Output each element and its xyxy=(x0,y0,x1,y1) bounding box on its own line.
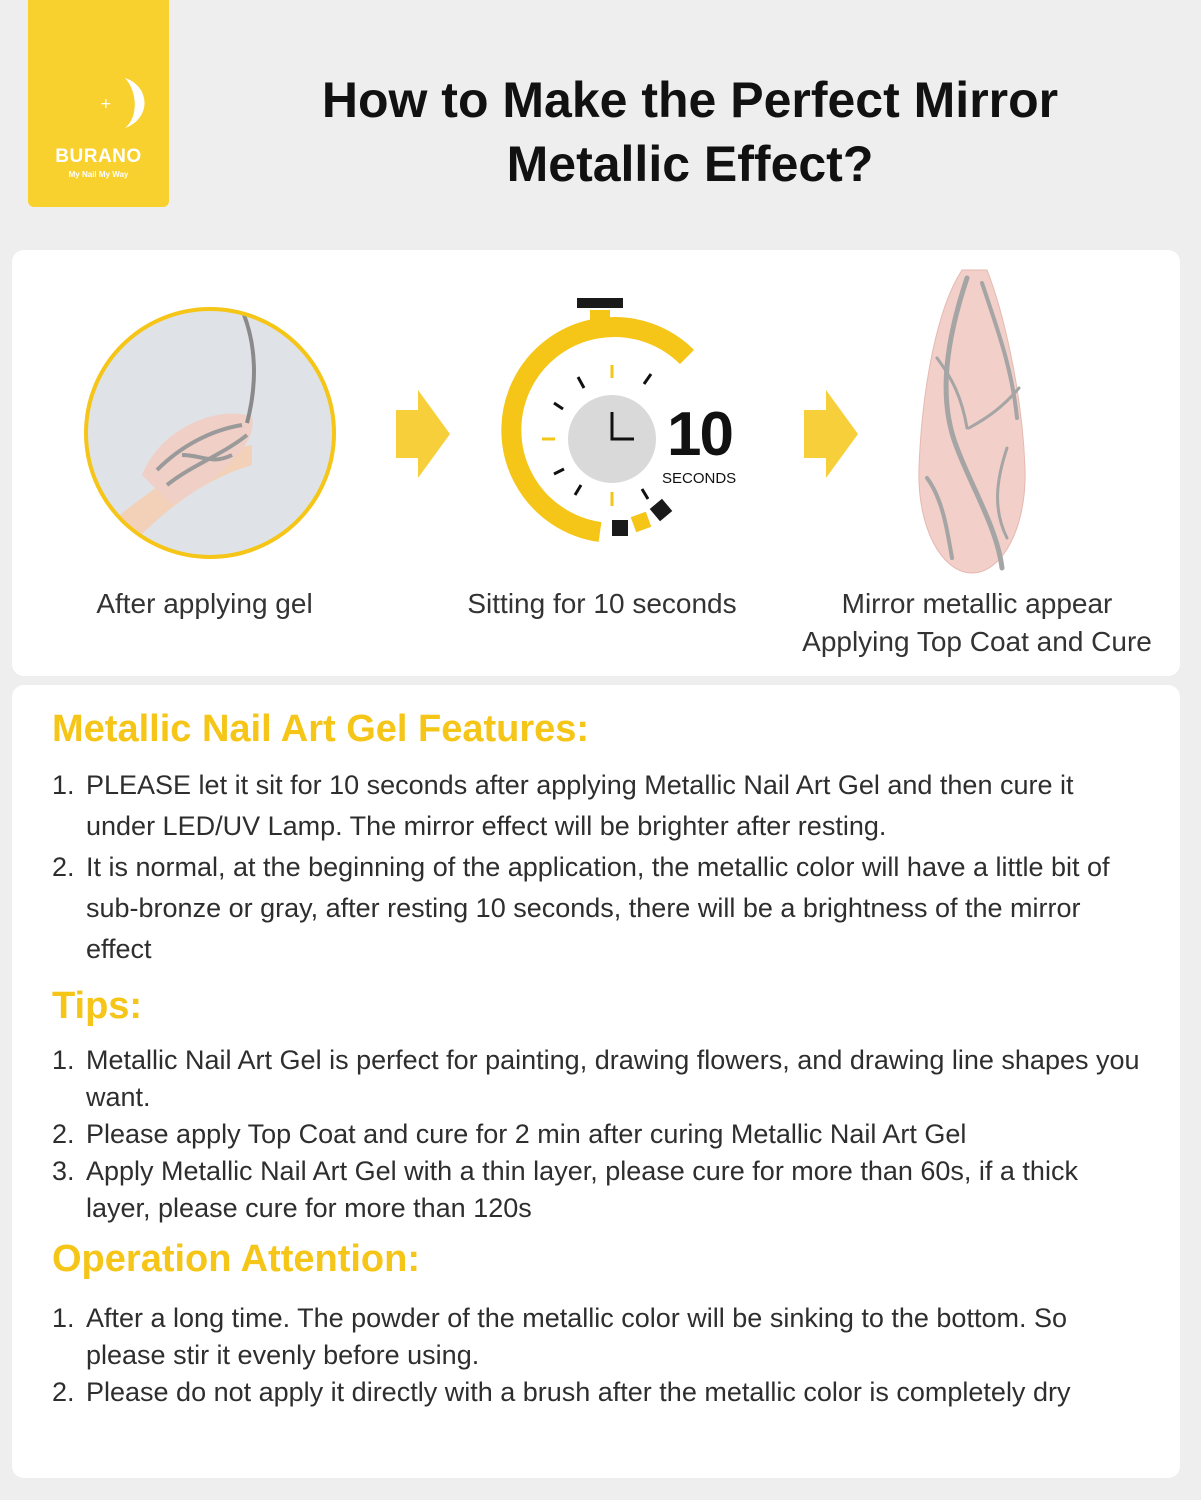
list-item-text: It is normal, at the beginning of the application, the metallic color will have a little bit of sub-bronze or gray, after resting 10 seconds, there will be a brightness of the mirror effect xyxy=(86,852,1110,964)
step3-caption xyxy=(777,585,1177,661)
list-item xyxy=(52,765,1147,847)
step3-caption-line-2: Applying Top Coat and Cure xyxy=(802,626,1152,657)
list-item xyxy=(52,1300,1147,1374)
list-item-text: Apply Metallic Nail Art Gel with a thin layer, please cure for more than 60s, if a thick layer, please cure for more than 120s xyxy=(86,1156,1078,1223)
list-item-text: Metallic Nail Art Gel is perfect for painting, drawing flowers, and drawing line shapes you want. xyxy=(86,1045,1140,1112)
brand-name: BURANO xyxy=(55,146,142,167)
list-item-text: After a long time. The powder of the metallic color will be sinking to the bottom. So please stir it evenly before using. xyxy=(86,1303,1067,1370)
timer-unit: SECONDS xyxy=(662,470,737,487)
moon-logo-icon xyxy=(28,0,169,140)
features-list xyxy=(52,765,1147,970)
list-item-number: 2. xyxy=(52,852,75,882)
list-item-text: PLEASE let it sit for 10 seconds after applying Metallic Nail Art Gel and then cure it under LED/UV Lamp. The mirror effect will be brighter after resting. xyxy=(86,770,1074,841)
brand-logo xyxy=(28,0,169,207)
steps-card xyxy=(12,250,1180,676)
brand-tagline: My Nail My Way xyxy=(68,170,129,179)
step1-caption: After applying gel xyxy=(96,588,313,619)
nail-applying-gel-illustration xyxy=(82,305,338,561)
attention-list xyxy=(52,1300,1147,1411)
list-item-number: 1. xyxy=(52,770,75,800)
list-item-number: 2. xyxy=(52,1119,75,1149)
mirror-nail-illustration xyxy=(907,268,1047,578)
list-item-number: 2. xyxy=(52,1377,75,1407)
svg-text:+: + xyxy=(100,96,112,112)
list-item xyxy=(52,847,1147,970)
step3-caption-line-1: Mirror metallic appear xyxy=(841,588,1113,619)
arrow-right-icon xyxy=(804,390,860,478)
timer-number: 10 xyxy=(667,400,732,469)
attention-heading: Operation Attention: xyxy=(52,1238,420,1280)
list-item xyxy=(52,1042,1147,1116)
arrow-right-icon xyxy=(396,390,452,478)
list-item xyxy=(52,1153,1147,1227)
title-line-2: Metallic Effect? xyxy=(506,136,874,192)
page-title xyxy=(230,68,1150,196)
list-item-text: Please do not apply it directly with a brush after the metallic color is completely dry xyxy=(86,1377,1071,1407)
title-line-1: How to Make the Perfect Mirror xyxy=(321,72,1059,128)
list-item-number: 1. xyxy=(52,1303,75,1333)
list-item-text: Please apply Top Coat and cure for 2 min after curing Metallic Nail Art Gel xyxy=(86,1119,967,1149)
tips-list xyxy=(52,1042,1147,1227)
features-heading: Metallic Nail Art Gel Features: xyxy=(52,708,590,750)
tips-heading: Tips: xyxy=(52,985,143,1027)
list-item-number: 3. xyxy=(52,1156,75,1186)
list-item xyxy=(52,1374,1147,1411)
list-item xyxy=(52,1116,1147,1153)
step2-caption: Sitting for 10 seconds xyxy=(467,588,737,619)
list-item-number: 1. xyxy=(52,1045,75,1075)
